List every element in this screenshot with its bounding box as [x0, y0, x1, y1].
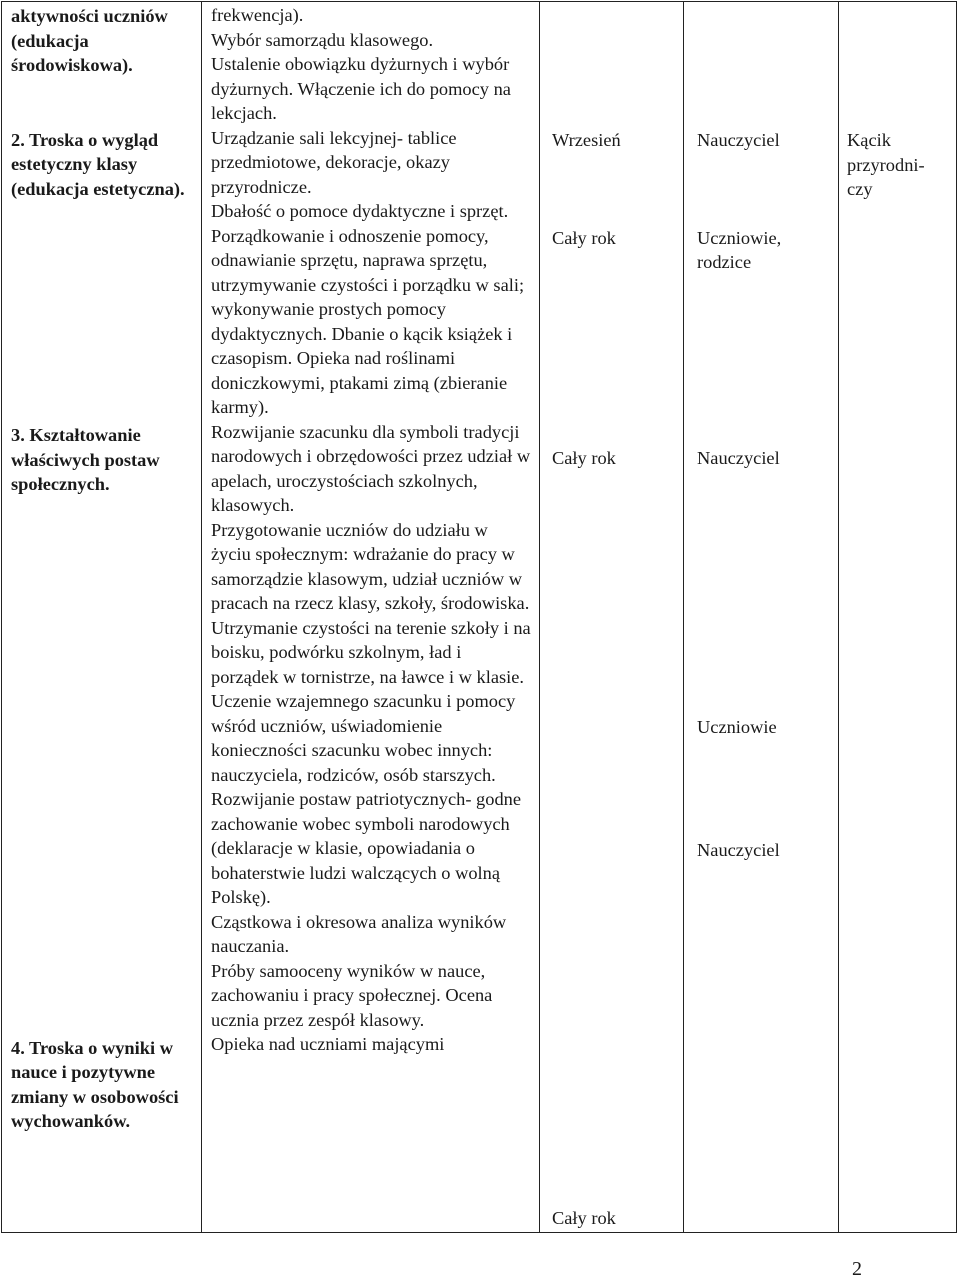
task-text: Wybór samorządu klasowego. [211, 29, 434, 50]
task-text: Rozwijanie szacunku dla symboli tradycji narodowych i obrzędowości przez udział w apelach, uroczystościach szkolnych, klasowych. [211, 421, 531, 515]
goal-3: 3. Kształtowanie właściwych postaw społecznych. [11, 425, 160, 494]
goal-4: 4. Troska o wyniki w nauce i pozytywne zmiany w osobowości wychowanków. [11, 1037, 179, 1131]
term-caly-rok: Cały rok [552, 227, 616, 248]
task-text: Dbałość o pomoce dydaktyczne i sprzęt. Porządkowanie i odnoszenie pomocy, odnawianie sprzętu, naprawa sprzętu, utrzymywanie czystości i porządku w sali; wykonywanie prostych pomocy dydaktycznych. Dbanie o kącik książek i czasopism. Opieka nad roślinami doniczkowymi, ptakami zimą (zbieranie karmy). [211, 201, 525, 417]
goal-1-tail: aktywności uczniów (edukacja środowiskowa). [11, 6, 168, 75]
task-text: Przygotowanie uczniów do udziału w życiu społecznym: wdrażanie do pracy w samorządzie klasowym, udział uczniów w pracach na rzecz klasy, szkoły, środowiska. [211, 519, 530, 613]
responsible-nauczyciel: Nauczyciel [697, 447, 780, 468]
term-wrzesien: Wrzesień [552, 130, 621, 150]
responsible-uczniowie: Uczniowie [697, 717, 777, 737]
task-text: Opieka nad uczniami mającymi [211, 1034, 445, 1054]
task-text: frekwencja). [211, 5, 304, 25]
task-text: Rozwijanie postaw patriotycznych- godne zachowanie wobec symboli narodowych (deklaracje w klasie, opowiadania o bohaterstwie ludzi walczących o wolną Polskę). [211, 789, 521, 907]
responsible-uczniowie-rodzice: Uczniowie, rodzice [697, 227, 782, 272]
goal-2: 2. Troska o wygląd estetyczny klasy (edukacja estetyczna). [11, 129, 185, 199]
task-text: Cząstkowa i okresowa analiza wyników nauczania. [211, 911, 507, 956]
task-text: Utrzymanie czystości na terenie szkoły i na boisku, podwórku szkolnym, ład i porządek w tornistrze, na ławce i w klasie. [211, 617, 531, 687]
responsible-cell [684, 2, 839, 1233]
task-text: Urządzanie sali lekcyjnej- tablice przedmiotowe, dekoracje, okazy przyrodnicze. [211, 127, 457, 197]
task-text: Uczenie wzajemnego szacunku i pomocy wśród uczniów, uświadomienie konieczności szacunku wobec innych: nauczyciela, rodziców, osób starszych. [211, 691, 516, 785]
tasks-cell [202, 2, 540, 1233]
terms-cell [540, 2, 684, 1233]
task-text: Ustalenie obowiązku dyżurnych i wybór dyżurnych. Włączenie ich do pomocy na lekcjach. [211, 54, 511, 123]
responsible-nauczyciel: Nauczyciel [697, 839, 780, 860]
notes-cell [839, 2, 957, 1233]
page-number: 2 [852, 1258, 862, 1280]
table-row [2, 2, 957, 1233]
term-caly-rok: Cały rok [552, 448, 616, 468]
task-text: Próby samooceny wyników w nauce, zachowaniu i pracy społecznej. Ocena ucznia przez zespół klasowy. [211, 960, 493, 1030]
responsible-nauczyciel: Nauczyciel [697, 130, 780, 150]
plan-table [1, 1, 957, 1233]
note-kacik: Kącik przyrodni-czy [847, 130, 925, 199]
term-caly-rok: Cały rok [552, 1207, 616, 1228]
goals-cell [2, 2, 202, 1233]
